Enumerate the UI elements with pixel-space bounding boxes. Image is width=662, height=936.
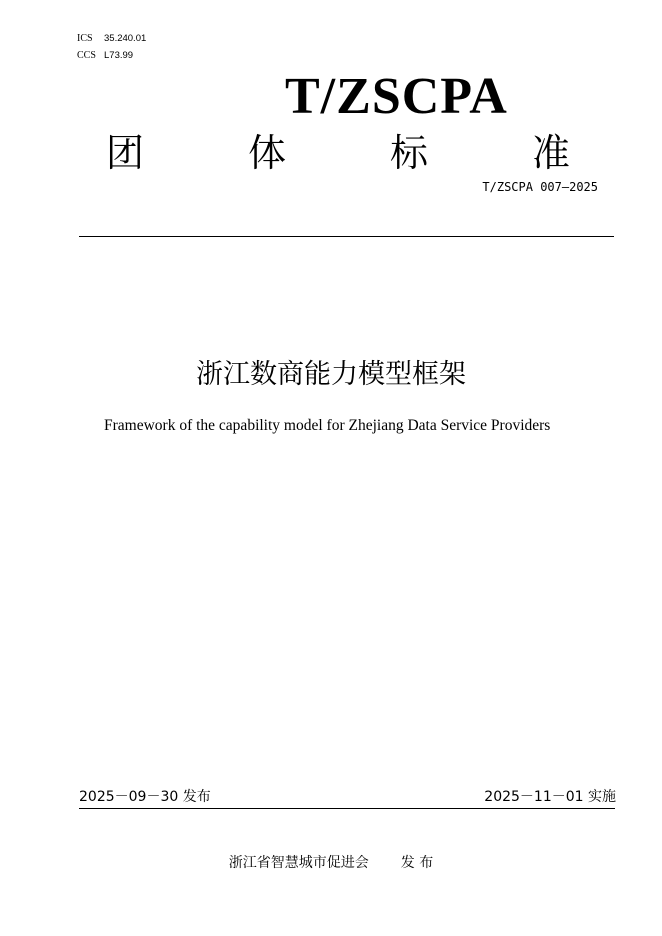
implementation-date: 2025－11－01 实施 [484, 789, 616, 805]
standard-type-char-1: 团 [106, 131, 145, 175]
footer-divider [79, 808, 615, 809]
ccs-value: L73.99 [104, 50, 134, 61]
standard-type-char-2: 体 [248, 131, 287, 175]
standard-type-char-4: 准 [532, 131, 571, 175]
ccs-label: CCS [77, 50, 96, 61]
ics-label: ICS [77, 33, 93, 44]
publisher-suffix: 发 布 [400, 855, 434, 871]
publisher-line [0, 853, 662, 873]
release-date: 2025－09－30 发布 [79, 789, 211, 805]
organization-code: T/ZSCPA [285, 68, 508, 125]
title-english: Framework of the capability model for Zhejiang Data Service Providers [104, 417, 551, 434]
title-chinese: 浙江数商能力模型框架 [196, 359, 466, 390]
ccs-row [77, 50, 133, 62]
ics-row [77, 33, 146, 45]
standard-type-char-3: 标 [390, 131, 429, 175]
publisher-name: 浙江省智慧城市促进会 [228, 855, 369, 871]
header-divider [79, 236, 614, 237]
ics-value: 35.240.01 [104, 33, 147, 44]
standard-number: T/ZSCPA 007—2025 [482, 180, 598, 194]
